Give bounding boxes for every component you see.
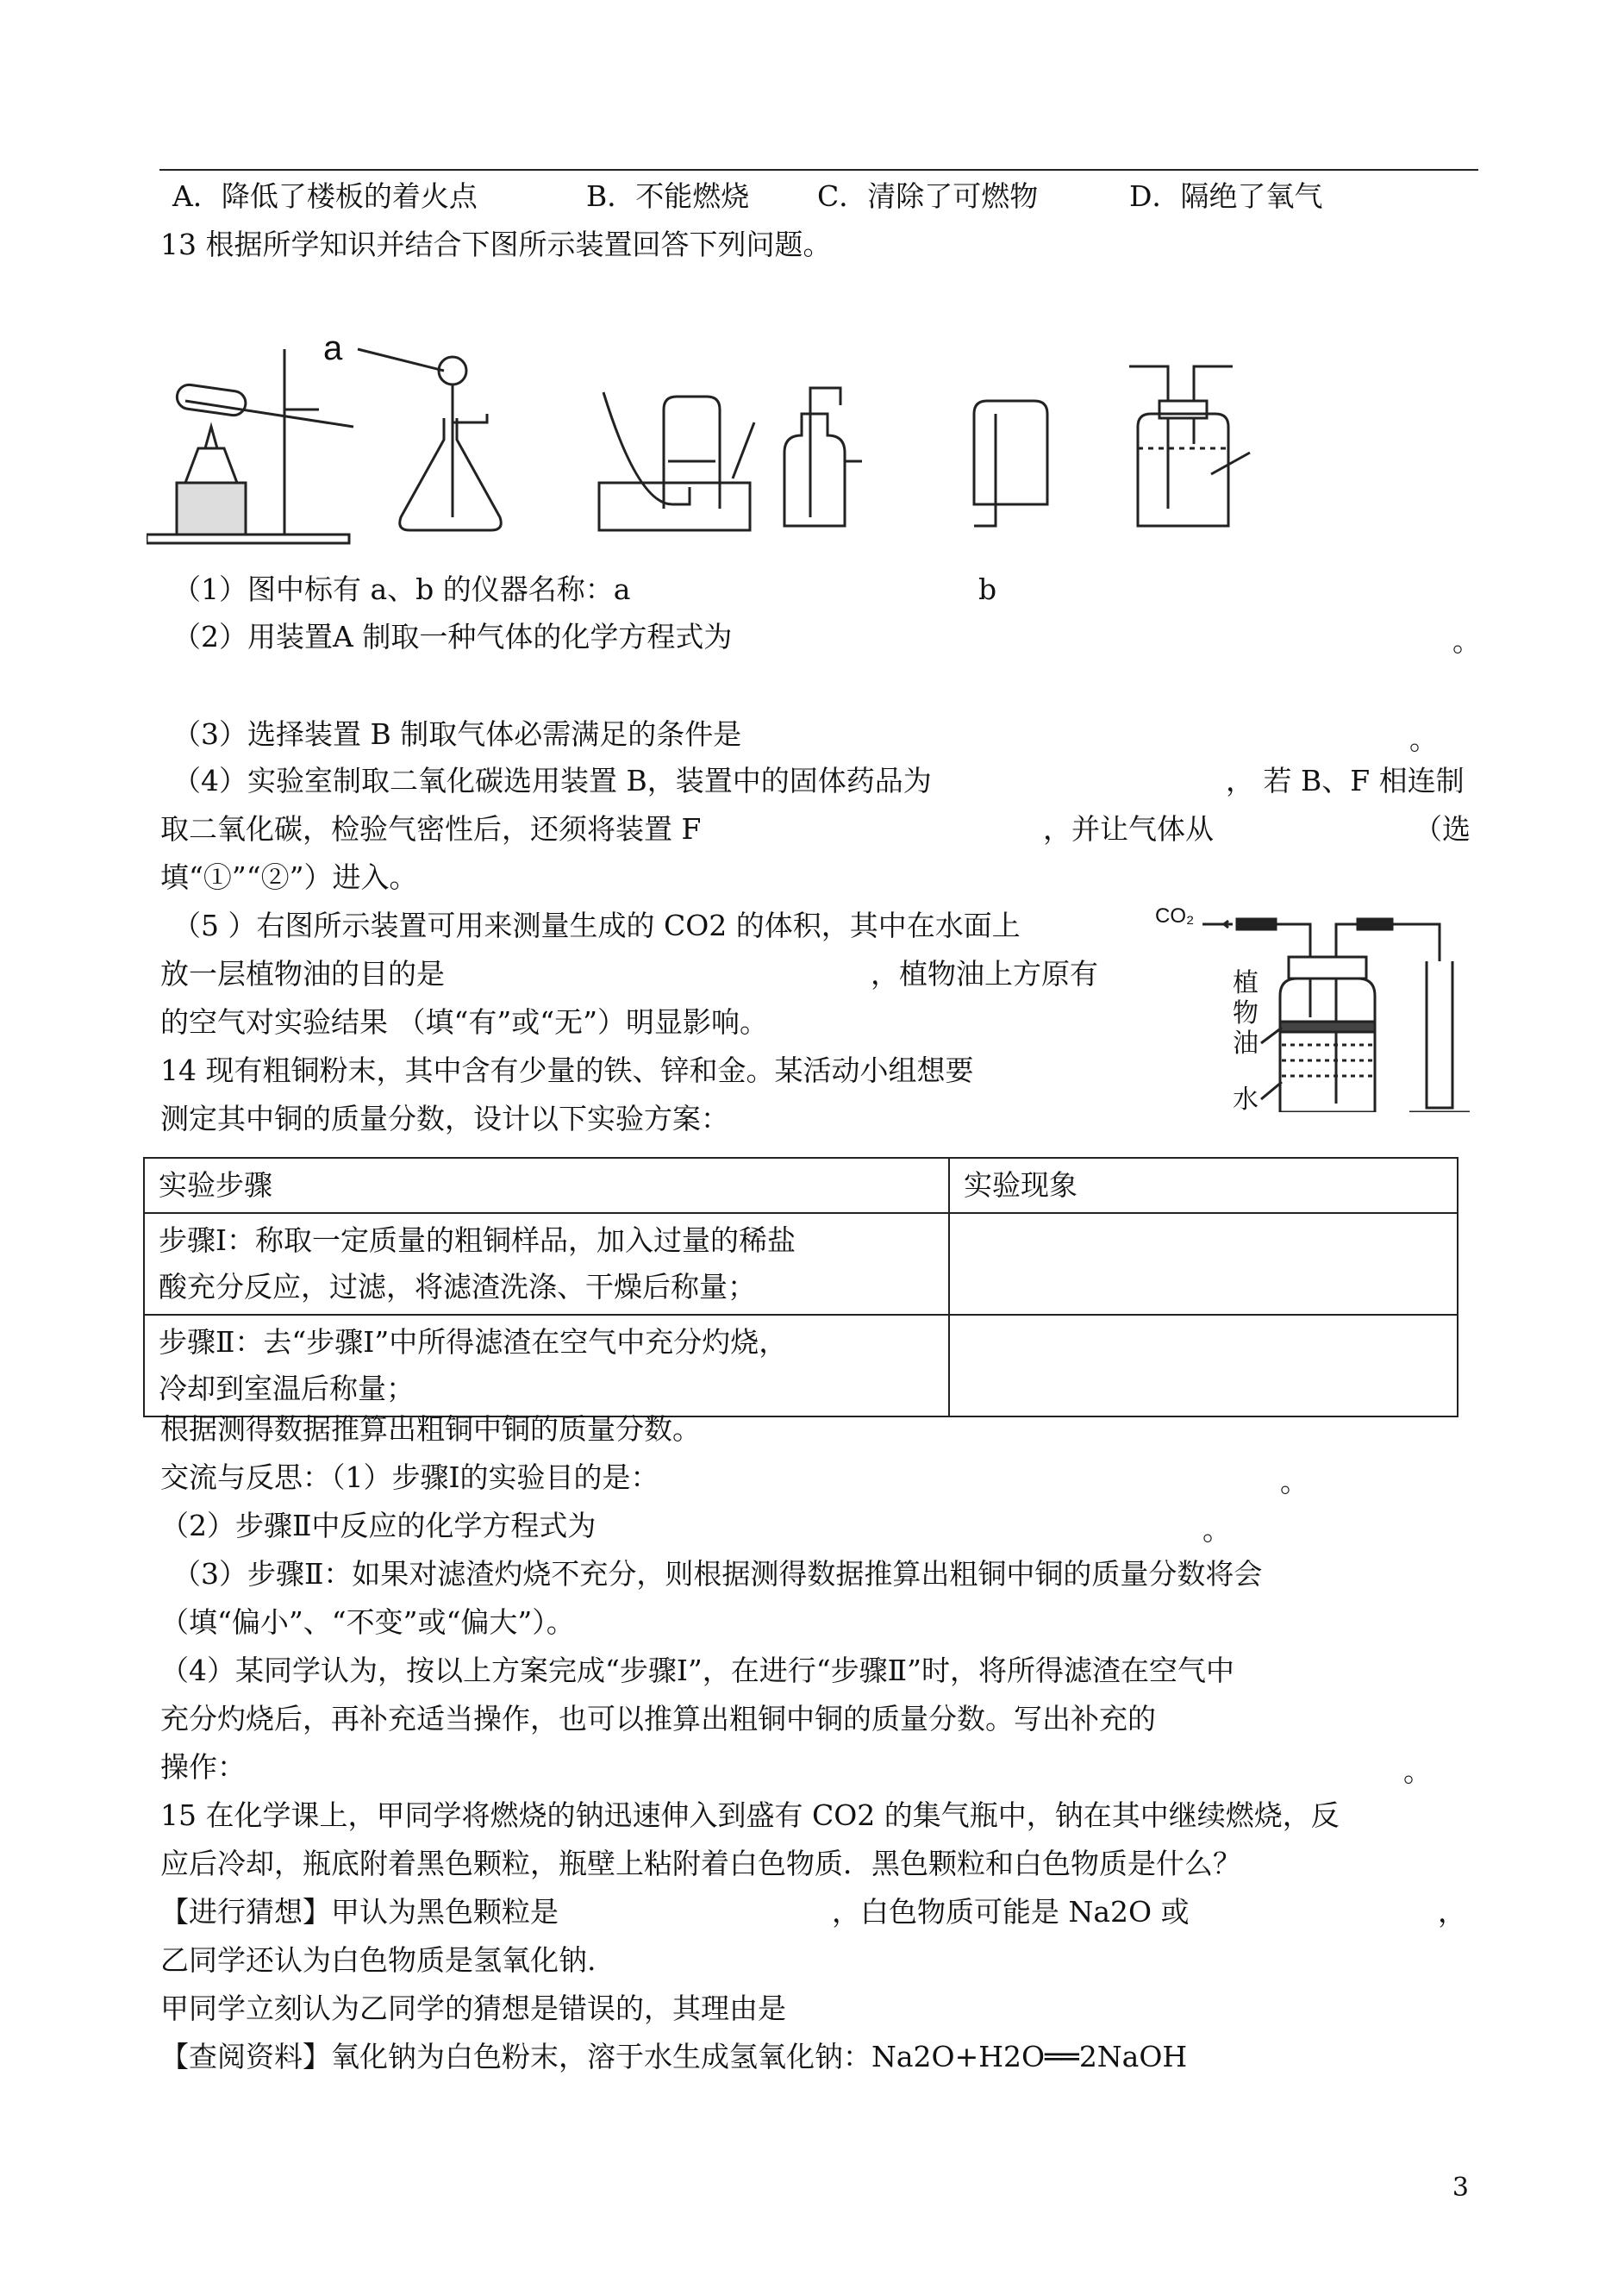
apparatus-c [599,392,754,530]
co2-volume-apparatus [1151,897,1496,1112]
q14-reflect-3-line1: （3）步骤Ⅱ：如果对滤渣灼烧不充分，则根据测得数据推算出粗铜中铜的质量分数将会 [172,1557,1263,1591]
q13-p4-line2c: （选 [1414,812,1471,846]
step-2-observation [949,1315,1458,1416]
q12-option-c: C．清除了可燃物 [817,179,1039,213]
step-1-line2: 酸充分反应，过滤，将滤渣洗涤、干燥后称量； [159,1270,756,1304]
apparatus-f [1129,366,1250,526]
apparatus-e [974,401,1047,526]
page-number: 3 [1452,2173,1469,2203]
table-row [144,1213,1458,1315]
q13-p5-line2a: 放一层植物油的目的是 [160,957,445,991]
q13-stem: 13 根据所学知识并结合下图所示装置回答下列问题。 [160,228,832,261]
q13-p4-line1b: ， 若 B、F 相连制 [1226,764,1465,797]
q14-reflect-4-line2: 充分灼烧后，再补充适当操作，也可以推算出粗铜中铜的质量分数。写出补充的 [160,1702,1156,1735]
apparatus-d [784,388,862,526]
q15-line3a: 【进行猜想】甲认为黑色颗粒是 [160,1895,559,1929]
step-1-cell [144,1213,949,1315]
q13-p4-line3: 填“①”“②”）进入。 [160,860,418,894]
q14-line1: 14 现有粗铜粉末，其中含有少量的铁、锌和金。某活动小组想要 [160,1054,974,1087]
q14-reflect-1-end: 。 [1280,1465,1309,1498]
q13-p4-line2a: 取二氧化碳，检验气密性后，还须将装置 F [160,812,702,846]
q13-p1-prefix: （1）图中标有 a、b 的仪器名称：a [172,572,631,606]
q14-line2: 测定其中铜的质量分数，设计以下实验方案： [160,1102,729,1135]
table-row [144,1315,1458,1416]
table-header-row [144,1158,1458,1213]
q13-p2: （2）用装置A 制取一种气体的化学方程式为 [172,620,733,653]
header-steps: 实验步骤 [144,1158,949,1213]
oil-label-1: 植 [1233,968,1259,998]
q13-p1-b: b [978,572,997,606]
q15-line2: 应后冷却，瓶底附着黑色颗粒，瓶壁上粘附着白色物质．黑色颗粒和白色物质是什么？ [160,1847,1241,1880]
apparatus-a [147,349,353,543]
step-1-observation [949,1213,1458,1315]
apparatus-b [400,357,502,530]
q12-option-a: A．降低了楼板的着火点 [172,179,478,213]
q13-p3: （3）选择装置 B 制取气体必需满足的条件是 [172,717,742,751]
q14-after-table: 根据测得数据推算出粗铜中铜的质量分数。 [160,1412,701,1446]
step-1-line1: 步骤Ⅰ：称取一定质量的粗铜样品，加入过量的稀盐 [159,1223,796,1257]
water-label: 水 [1233,1085,1259,1112]
q12-option-b: B．不能燃烧 [586,179,750,213]
header-observations: 实验现象 [949,1158,1458,1213]
q15-line3c: ， [1438,1895,1466,1929]
q14-reflect-4-line3: 操作： [160,1750,246,1784]
apparatus-figure [147,332,1302,556]
q12-option-d: D．隔绝了氧气 [1129,179,1323,213]
step-2-cell [144,1315,949,1416]
q13-p3-end: 。 [1409,722,1438,756]
header-rule [159,169,1478,171]
q13-p2-end: 。 [1452,624,1481,658]
q14-reflect-2: （2）步骤Ⅱ中反应的化学方程式为 [160,1509,597,1542]
q15-line4: 乙同学还认为白色物质是氢氧化钠. [160,1943,597,1977]
q15-line1: 15 在化学课上，甲同学将燃烧的钠迅速伸入到盛有 CO2 的集气瓶中，钠在其中继续燃烧，反 [160,1798,1340,1832]
q13-p5-line3: 的空气对实验结果 （填“有”或“无”）明显影响。 [160,1005,768,1039]
q13-p5-line2b: ，植物油上方原有 [871,957,1098,991]
step-2-line1: 步骤Ⅱ：去“步骤Ⅰ”中所得滤渣在空气中充分灼烧， [159,1325,788,1359]
q14-reflect-4-line1: （4）某同学认为，按以上方案完成“步骤Ⅰ”，在进行“步骤Ⅱ”时，将所得滤渣在空气中 [160,1654,1234,1687]
label-a: a [323,332,343,367]
co2-label: CO₂ [1155,904,1195,928]
q14-reflect-1: 交流与反思：（1）步骤Ⅰ的实验目的是： [160,1460,659,1494]
q13-p4-line1a: （4）实验室制取二氧化碳选用装置 B，装置中的固体药品为 [172,764,932,797]
oil-label-2: 物 [1233,998,1259,1029]
experiment-table [143,1157,1458,1417]
q15-line5: 甲同学立刻认为乙同学的猜想是错误的，其理由是 [160,1992,786,2025]
q14-reflect-2-end: 。 [1202,1513,1231,1547]
q14-reflect-3-line2: （填“偏小”、“不变”或“偏大”）。 [160,1605,575,1639]
q15-line3b: ，白色物质可能是 Na2O 或 [832,1895,1190,1929]
q14-reflect-4-end: 。 [1403,1754,1432,1788]
q15-line6: 【查阅资料】氧化钠为白色粉末，溶于水生成氢氧化钠：Na2O+H2O══2NaOH [160,2040,1188,2073]
q13-p4-line2b: ，并让气体从 [1043,812,1214,846]
oil-label-3: 油 [1233,1029,1259,1059]
step-2-line2: 冷却到室温后称量； [159,1372,415,1405]
q13-p5-line1: （5 ）右图所示装置可用来测量生成的 CO2 的体积，其中在水面上 [172,909,1021,942]
